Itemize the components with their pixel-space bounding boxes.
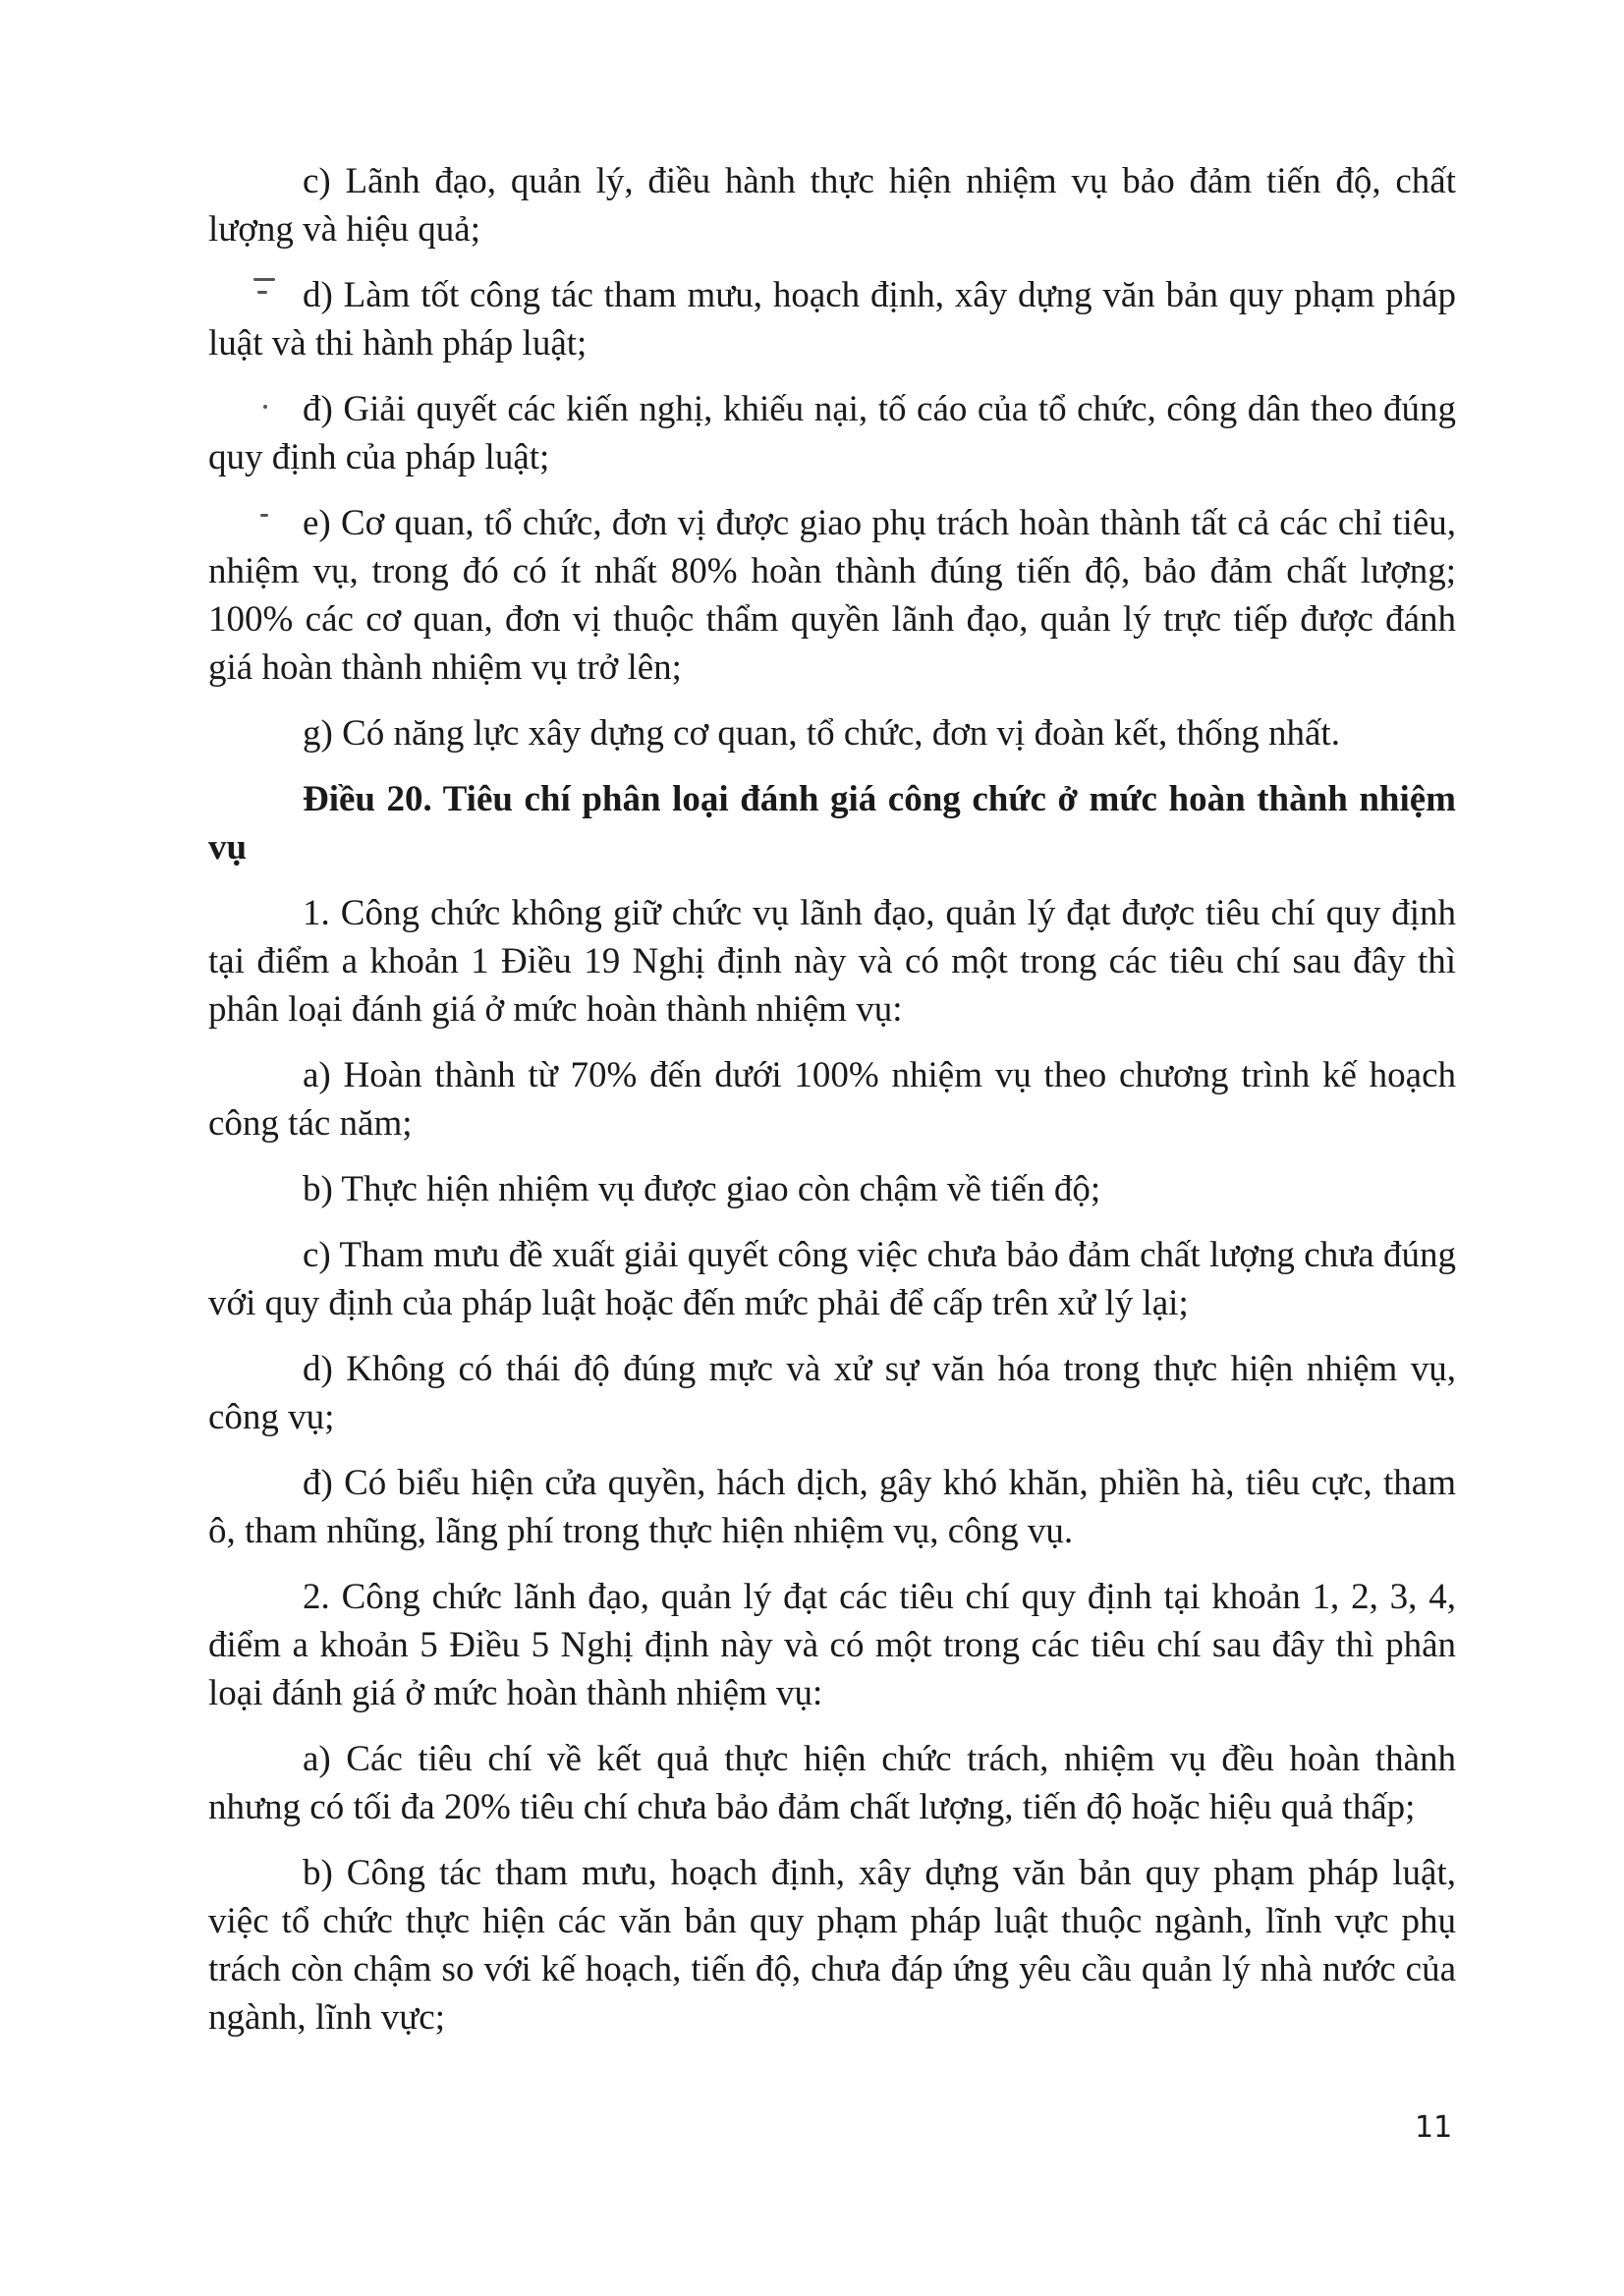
page-number: 11 [1415, 2110, 1453, 2145]
paragraph-c: c) Lãnh đạo, quản lý, điều hành thực hiện nhiệm vụ bảo đảm tiến độ, chất lượng và hiệu quả; [208, 161, 1456, 250]
paragraph-g: g) Có năng lực xây dựng cơ quan, tổ chức, đơn vị đoàn kết, thống nhất. [303, 713, 1340, 754]
clause-1: 1. Công chức không giữ chức vụ lãnh đạo, quản lý đạt được tiêu chí quy định tại điểm a khoản 1 Điều 19 Nghị định này và có một trong các tiêu chí sau đây thì phân loại đánh giá ở mức hoàn thành nhiệm vụ: [208, 893, 1456, 1030]
document-body [208, 157, 1456, 2059]
clause-1-point-c: c) Tham mưu đề xuất giải quyết công việc chưa bảo đảm chất lượng chưa đúng với quy định của pháp luật hoặc đến mức phải để cấp trên xử lý lại; [208, 1235, 1456, 1323]
clause-1-point-a: a) Hoàn thành từ 70% đến dưới 100% nhiệm vụ theo chương trình kế hoạch công tác năm; [208, 1055, 1456, 1144]
paragraph-dd: đ) Giải quyết các kiến nghị, khiếu nại, tố cáo của tổ chức, công dân theo đúng quy định của pháp luật; [208, 389, 1456, 477]
clause-1-point-dd: đ) Có biểu hiện cửa quyền, hách dịch, gây khó khăn, phiền hà, tiêu cực, tham ô, tham nhũng, lãng phí trong thực hiện nhiệm vụ, công vụ. [208, 1463, 1456, 1551]
clause-2: 2. Công chức lãnh đạo, quản lý đạt các tiêu chí quy định tại khoản 1, 2, 3, 4, điểm a khoản 5 Điều 5 Nghị định này và có một trong các tiêu chí sau đây thì phân loại đánh giá ở mức hoàn thành nhiệm vụ: [208, 1577, 1456, 1713]
article-20-heading: Điều 20. Tiêu chí phân loại đánh giá công chức ở mức hoàn thành nhiệm vụ [208, 779, 1456, 868]
clause-2-point-b: b) Công tác tham mưu, hoạch định, xây dựng văn bản quy phạm pháp luật, việc tổ chức thực hiện các văn bản quy phạm pháp luật thuộc ngành, lĩnh vực phụ trách còn chậm so với kế hoạch, tiến độ, chưa đáp ứng yêu cầu quản lý nhà nước của ngành, lĩnh vực; [208, 1853, 1456, 2038]
paragraph-e: e) Cơ quan, tổ chức, đơn vị được giao phụ trách hoàn thành tất cả các chỉ tiêu, nhiệm vụ, trong đó có ít nhất 80% hoàn thành đúng tiến độ, bảo đảm chất lượng; 100% các cơ quan, đơn vị thuộc thẩm quyền lãnh đạo, quản lý trực tiếp được đánh giá hoàn thành nhiệm vụ trở lên; [208, 503, 1456, 688]
clause-1-point-d: d) Không có thái độ đúng mực và xử sự văn hóa trong thực hiện nhiệm vụ, công vụ; [208, 1349, 1456, 1437]
clause-2-point-a: a) Các tiêu chí về kết quả thực hiện chức trách, nhiệm vụ đều hoàn thành nhưng có tối đa 20% tiêu chí chưa bảo đảm chất lượng, tiến độ hoặc hiệu quả thấp; [208, 1739, 1456, 1827]
paragraph-d: d) Làm tốt công tác tham mưu, hoạch định, xây dựng văn bản quy phạm pháp luật và thi hành pháp luật; [208, 275, 1456, 364]
clause-1-point-b: b) Thực hiện nhiệm vụ được giao còn chậm về tiến độ; [303, 1169, 1101, 1209]
